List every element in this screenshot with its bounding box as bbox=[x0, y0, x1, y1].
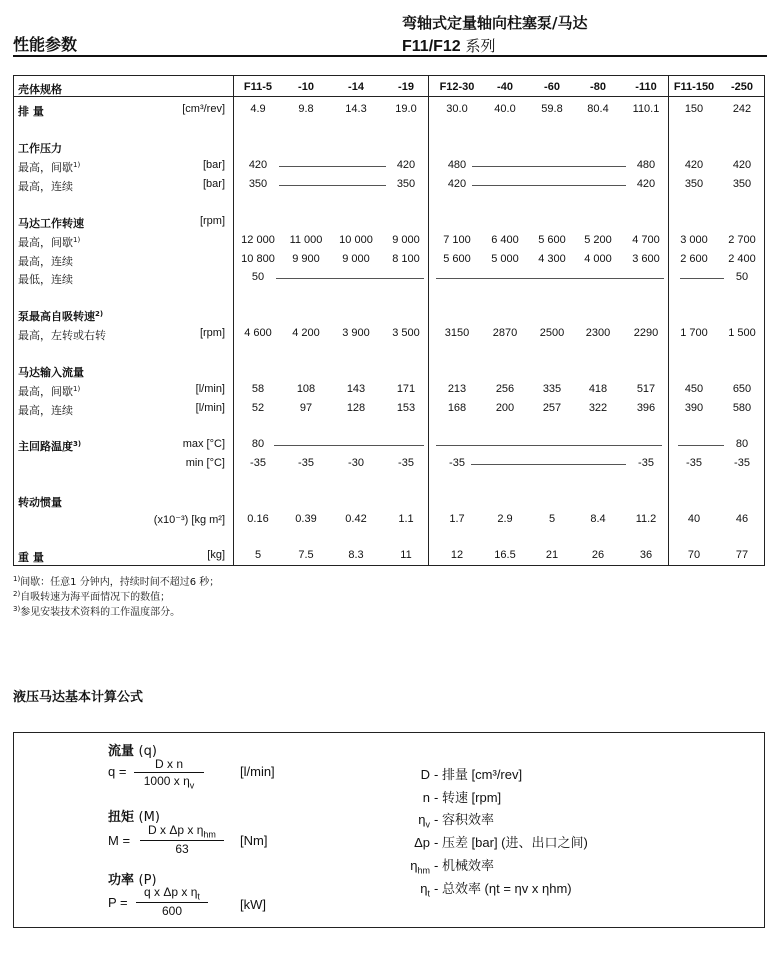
column-header: F12-30 bbox=[439, 81, 475, 93]
displacement-value: 80.4 bbox=[587, 103, 609, 115]
motor-flow-continuous-value: 257 bbox=[542, 402, 562, 414]
pump-speed-label-footnote-ref: 2) bbox=[95, 310, 104, 318]
motor-flow-continuous-value: 97 bbox=[299, 402, 313, 414]
motor-flow-intermittent-label: 最高，间歇$^{1)}$ bbox=[18, 385, 81, 398]
motor-speed-intermittent-label: 最高，间歇$^{1)}$ bbox=[18, 236, 81, 249]
motor-flow-continuous-value: 322 bbox=[588, 402, 608, 414]
legend-text: - 转速 [rpm] bbox=[434, 790, 502, 805]
pump-speed-value: 2290 bbox=[633, 327, 659, 339]
pump-speed-label: 泵最高自吸转速$^{2)}$ bbox=[18, 310, 104, 323]
pressure-continuous-unit: [bar] bbox=[202, 178, 225, 190]
motor-speed-continuous-label: 最高，连续 bbox=[18, 255, 73, 268]
legend-symbol: Δp bbox=[414, 835, 430, 850]
pressure-intermittent-label: 最高，间歇$^{1)}$ bbox=[18, 161, 81, 174]
footnote bbox=[13, 603, 180, 618]
weight-value: 7.5 bbox=[298, 549, 314, 561]
inertia-value: 0.42 bbox=[345, 513, 367, 525]
motor-flow-label: 马达输入流量 bbox=[18, 366, 84, 379]
weight-value: 11 bbox=[400, 549, 412, 561]
motor-flow-continuous-label: 最高，连续 bbox=[18, 404, 73, 417]
motor-speed-continuous-value: 8 100 bbox=[392, 253, 420, 265]
weight-value: 21 bbox=[545, 549, 559, 561]
motor-speed-intermittent-value: 5 600 bbox=[538, 234, 566, 246]
displacement-label: 排 量 bbox=[18, 105, 44, 118]
flow-numerator: D x n bbox=[134, 757, 204, 773]
section-title: 性能参数 bbox=[13, 35, 78, 54]
pump-speed-value: 3 900 bbox=[342, 327, 370, 339]
displacement-value: 40.0 bbox=[494, 103, 516, 115]
temperature-max-unit: max [°C] bbox=[182, 438, 225, 450]
footnote-text: 自吸转速为海平面情况下的数值； bbox=[20, 592, 171, 603]
pump-speed-value: 3 500 bbox=[392, 327, 420, 339]
pressure-intermittent-value: 480 bbox=[636, 159, 656, 171]
inertia-value: 5 bbox=[548, 513, 556, 525]
displacement-value: 242 bbox=[732, 103, 752, 115]
footnote-text: 间歇：任意1 分钟内，持续时间不超过6 秒； bbox=[20, 577, 220, 588]
torque-symbol: (M) bbox=[138, 810, 160, 825]
pressure-continuous-value: 420 bbox=[447, 178, 467, 190]
torque-fraction bbox=[140, 823, 224, 856]
motor-flow-intermittent-value: 450 bbox=[684, 383, 704, 395]
legend-symbol: $\eta_t$ bbox=[420, 881, 430, 899]
column-header: -19 bbox=[398, 81, 414, 93]
range-line bbox=[436, 445, 662, 446]
weight-value: 70 bbox=[687, 549, 701, 561]
inertia-value: 46 bbox=[735, 513, 749, 525]
header-rule bbox=[13, 55, 767, 57]
torque-denominator: 63 bbox=[175, 842, 189, 857]
motor-speed-continuous-value: 2 400 bbox=[728, 253, 756, 265]
motor-speed-continuous-value: 3 600 bbox=[632, 253, 660, 265]
temperature-min-unit: min [°C] bbox=[185, 457, 225, 469]
product-title: 弯轴式定量轴向柱塞泵/马达 bbox=[402, 14, 588, 32]
flow-denominator: 1000 x $\eta_v$ bbox=[143, 774, 195, 791]
series-label: 系列 bbox=[465, 37, 496, 55]
range-line bbox=[680, 278, 724, 279]
legend-item bbox=[378, 832, 588, 851]
temperature-max-value: 80 bbox=[251, 438, 265, 450]
legend-text: - 压差 [bar] (进、出口之间) bbox=[434, 835, 588, 850]
footnote-number: 2) bbox=[13, 590, 21, 598]
pump-speed-value: 4 200 bbox=[292, 327, 320, 339]
flow-heading-text: 流量 bbox=[108, 744, 135, 759]
motor-flow-continuous-value: 580 bbox=[732, 402, 752, 414]
temperature-min-value: -35 bbox=[638, 457, 654, 469]
temperature-min-value: -35 bbox=[250, 457, 266, 469]
inertia-value: 1.7 bbox=[449, 513, 465, 525]
flow-fraction bbox=[134, 757, 204, 790]
torque-heading-text: 扭矩 bbox=[108, 810, 135, 825]
weight-value: 5 bbox=[254, 549, 262, 561]
legend-symbol: n bbox=[422, 790, 430, 805]
formula-section-title: 液压马达基本计算公式 bbox=[13, 690, 144, 705]
temperature-min-value: -35 bbox=[734, 457, 750, 469]
motor-speed-intermittent-value: 7 100 bbox=[443, 234, 471, 246]
weight-value: 77 bbox=[735, 549, 749, 561]
range-line bbox=[274, 445, 424, 446]
range-line bbox=[471, 464, 626, 465]
column-header: -10 bbox=[298, 81, 314, 93]
spec-table bbox=[13, 75, 765, 566]
motor-flow-intermittent-value: 650 bbox=[732, 383, 752, 395]
legend-item bbox=[378, 764, 522, 783]
column-header: F11-5 bbox=[243, 81, 273, 93]
legend-symbol: D bbox=[420, 767, 430, 782]
footnote-number: 3) bbox=[13, 605, 21, 613]
motor-flow-intermittent-value: 171 bbox=[396, 383, 416, 395]
legend-item bbox=[378, 878, 572, 899]
legend-item bbox=[378, 855, 494, 876]
footnote-text: 参见安装技术资料的工作温度部分。 bbox=[20, 607, 181, 618]
pressure-intermittent-value: 420 bbox=[732, 159, 752, 171]
pressure-continuous-value: 350 bbox=[248, 178, 268, 190]
pressure-intermittent-value: 420 bbox=[684, 159, 704, 171]
range-line bbox=[472, 166, 626, 167]
column-header: -110 bbox=[635, 81, 657, 93]
torque-numerator: D x Δp x $\eta_{hm}$ bbox=[140, 823, 224, 841]
pressure-continuous-value: 350 bbox=[732, 178, 752, 190]
pump-speed-value: 3150 bbox=[444, 327, 470, 339]
table-header-label: 壳体规格 bbox=[18, 83, 62, 96]
weight-value: 16.5 bbox=[494, 549, 516, 561]
legend-item bbox=[378, 787, 501, 806]
temperature-min-value: -35 bbox=[449, 457, 465, 469]
motor-flow-intermittent-value: 143 bbox=[346, 383, 366, 395]
motor-speed-intermittent-value: 2 700 bbox=[728, 234, 756, 246]
range-line bbox=[276, 278, 424, 279]
displacement-value: 150 bbox=[684, 103, 704, 115]
motor-flow-intermittent-value: 213 bbox=[447, 383, 467, 395]
column-header: -40 bbox=[497, 81, 513, 93]
inertia-value: 0.16 bbox=[247, 513, 269, 525]
column-divider-label bbox=[233, 76, 234, 565]
motor-speed-continuous-value: 10 800 bbox=[241, 253, 275, 265]
column-header: -250 bbox=[730, 81, 754, 93]
pump-speed-row-label: 最高，左转或右转 bbox=[18, 329, 106, 342]
model-name: F11/F12 bbox=[402, 38, 461, 55]
motor-speed-intermittent-value: 3 000 bbox=[680, 234, 708, 246]
table-header-rule bbox=[13, 96, 765, 97]
motor-flow-intermittent-value: 256 bbox=[495, 383, 515, 395]
power-symbol: (P) bbox=[138, 873, 157, 888]
temperature-min-value: -35 bbox=[686, 457, 702, 469]
temperature-min-value: -30 bbox=[348, 457, 364, 469]
inertia-value: 0.39 bbox=[295, 513, 317, 525]
power-numerator: q x Δp x $\eta_t$ bbox=[136, 885, 208, 903]
displacement-value: 110.1 bbox=[632, 103, 660, 115]
motor-speed-intermittent-value: 12 000 bbox=[241, 234, 275, 246]
legend-symbol: $\eta_v$ bbox=[418, 812, 430, 830]
pump-speed-value: 4 600 bbox=[244, 327, 272, 339]
inertia-value: 1.1 bbox=[398, 513, 414, 525]
motor-speed-unit: [rpm] bbox=[199, 215, 225, 227]
inertia-value: 8.4 bbox=[590, 513, 606, 525]
inertia-value: 40 bbox=[687, 513, 701, 525]
motor-speed-label: 马达工作转速 bbox=[18, 217, 84, 230]
pump-speed-value: 1 700 bbox=[680, 327, 708, 339]
torque-unit: [Nm] bbox=[240, 833, 268, 848]
flow-lhs: q = bbox=[108, 764, 127, 779]
pressure-continuous-label: 最高，连续 bbox=[18, 180, 73, 193]
pressure-continuous-value: 350 bbox=[684, 178, 704, 190]
motor-flow-intermittent-value: 58 bbox=[251, 383, 265, 395]
column-header: -60 bbox=[544, 81, 560, 93]
column-divider-f12-f11 bbox=[668, 76, 669, 565]
motor-speed-intermittent-value: 10 000 bbox=[339, 234, 373, 246]
pressure-intermittent-label-footnote-ref: 1) bbox=[73, 161, 81, 169]
motor-speed-continuous-value: 2 600 bbox=[680, 253, 708, 265]
column-header: -14 bbox=[348, 81, 364, 93]
power-unit: [kW] bbox=[240, 897, 266, 912]
pressure-intermittent-value: 420 bbox=[396, 159, 416, 171]
motor-flow-intermittent-value: 108 bbox=[296, 383, 316, 395]
motor-speed-continuous-value: 5 000 bbox=[491, 253, 519, 265]
motor-speed-min-value: 50 bbox=[251, 271, 265, 283]
torque-lhs: M = bbox=[108, 833, 131, 848]
power-lhs: P = bbox=[108, 895, 128, 910]
range-line bbox=[678, 445, 724, 446]
inertia-value: 11.2 bbox=[635, 513, 657, 525]
temperature-max-value: 80 bbox=[735, 438, 749, 450]
displacement-value: 14.3 bbox=[345, 103, 367, 115]
power-fraction bbox=[136, 885, 208, 918]
pressure-continuous-value: 350 bbox=[396, 178, 416, 190]
motor-flow-intermittent-unit: [l/min] bbox=[195, 383, 225, 395]
pump-speed-unit: [rpm] bbox=[199, 327, 225, 339]
column-header: F11-150 bbox=[673, 81, 715, 93]
legend-item bbox=[378, 809, 494, 830]
power-heading-text: 功率 bbox=[108, 873, 135, 888]
motor-flow-intermittent-label-footnote-ref: 1) bbox=[73, 385, 81, 393]
motor-flow-intermittent-value: 335 bbox=[542, 383, 562, 395]
displacement-value: 19.0 bbox=[395, 103, 417, 115]
displacement-unit: [cm³/rev] bbox=[182, 103, 225, 115]
motor-speed-intermittent-value: 4 700 bbox=[632, 234, 660, 246]
motor-speed-continuous-value: 9 000 bbox=[342, 253, 370, 265]
legend-symbol: $\eta_{hm}$ bbox=[410, 858, 430, 876]
motor-flow-continuous-value: 168 bbox=[447, 402, 467, 414]
product-model bbox=[402, 35, 496, 56]
motor-speed-intermittent-value: 9 000 bbox=[392, 234, 420, 246]
motor-speed-min-label: 最低，连续 bbox=[18, 273, 73, 286]
inertia-unit: (x10⁻³) [kg m²] bbox=[153, 514, 225, 526]
temperature-label-footnote-ref: 3) bbox=[73, 440, 82, 448]
motor-speed-continuous-value: 4 000 bbox=[584, 253, 612, 265]
displacement-value: 4.9 bbox=[250, 103, 266, 115]
inertia-label: 转动惯量 bbox=[18, 496, 62, 509]
pressure-continuous-value: 420 bbox=[636, 178, 656, 190]
temperature-min-value: -35 bbox=[398, 457, 414, 469]
motor-speed-min-value: 50 bbox=[735, 271, 749, 283]
motor-flow-continuous-unit: [l/min] bbox=[195, 402, 225, 414]
motor-flow-continuous-value: 52 bbox=[251, 402, 265, 414]
pump-speed-value: 1 500 bbox=[728, 327, 756, 339]
temperature-min-value: -35 bbox=[298, 457, 314, 469]
motor-speed-intermittent-value: 6 400 bbox=[491, 234, 519, 246]
motor-speed-intermittent-label-footnote-ref: 1) bbox=[73, 236, 81, 244]
motor-speed-intermittent-value: 11 000 bbox=[289, 234, 323, 246]
flow-unit: [l/min] bbox=[240, 764, 275, 779]
pressure-intermittent-value: 480 bbox=[447, 159, 467, 171]
motor-flow-intermittent-value: 517 bbox=[636, 383, 656, 395]
pressure-intermittent-unit: [bar] bbox=[202, 159, 225, 171]
motor-speed-continuous-value: 9 900 bbox=[292, 253, 320, 265]
weight-unit: [kg] bbox=[207, 549, 225, 561]
flow-symbol: (q) bbox=[138, 744, 157, 759]
displacement-value: 30.0 bbox=[446, 103, 468, 115]
weight-value: 8.3 bbox=[348, 549, 364, 561]
weight-label: 重 量 bbox=[18, 551, 44, 564]
power-denominator: 600 bbox=[161, 904, 183, 919]
pump-speed-value: 2500 bbox=[539, 327, 565, 339]
motor-flow-continuous-value: 390 bbox=[684, 402, 704, 414]
range-line bbox=[279, 166, 386, 167]
range-line bbox=[436, 278, 664, 279]
pressure-label: 工作压力 bbox=[18, 142, 62, 155]
footnote bbox=[13, 573, 219, 588]
motor-flow-continuous-value: 128 bbox=[346, 402, 366, 414]
weight-value: 12 bbox=[450, 549, 464, 561]
footnote bbox=[13, 588, 170, 603]
column-header: -80 bbox=[590, 81, 606, 93]
displacement-value: 59.8 bbox=[541, 103, 563, 115]
motor-speed-intermittent-value: 5 200 bbox=[584, 234, 612, 246]
motor-flow-continuous-value: 200 bbox=[495, 402, 515, 414]
range-line bbox=[472, 185, 626, 186]
motor-flow-continuous-value: 396 bbox=[636, 402, 656, 414]
footnote-number: 1) bbox=[13, 575, 21, 583]
motor-speed-continuous-value: 5 600 bbox=[443, 253, 471, 265]
motor-flow-intermittent-value: 418 bbox=[588, 383, 608, 395]
motor-flow-continuous-value: 153 bbox=[396, 402, 416, 414]
pump-speed-value: 2300 bbox=[585, 327, 611, 339]
motor-speed-continuous-value: 4 300 bbox=[538, 253, 566, 265]
pump-speed-value: 2870 bbox=[492, 327, 518, 339]
legend-text: - 总效率 (ηt = ηv x ηhm) bbox=[434, 881, 572, 896]
legend-text: - 机械效率 bbox=[434, 858, 494, 873]
temperature-label: 主回路温度$^{3)}$ bbox=[18, 440, 82, 453]
legend-text: - 容积效率 bbox=[434, 812, 494, 827]
weight-value: 26 bbox=[591, 549, 605, 561]
legend-text: - 排量 [cm³/rev] bbox=[434, 767, 523, 782]
range-line bbox=[279, 185, 386, 186]
displacement-value: 9.8 bbox=[298, 103, 314, 115]
column-divider-f11-f12 bbox=[428, 76, 429, 565]
pressure-intermittent-value: 420 bbox=[248, 159, 268, 171]
weight-value: 36 bbox=[639, 549, 653, 561]
inertia-value: 2.9 bbox=[497, 513, 513, 525]
